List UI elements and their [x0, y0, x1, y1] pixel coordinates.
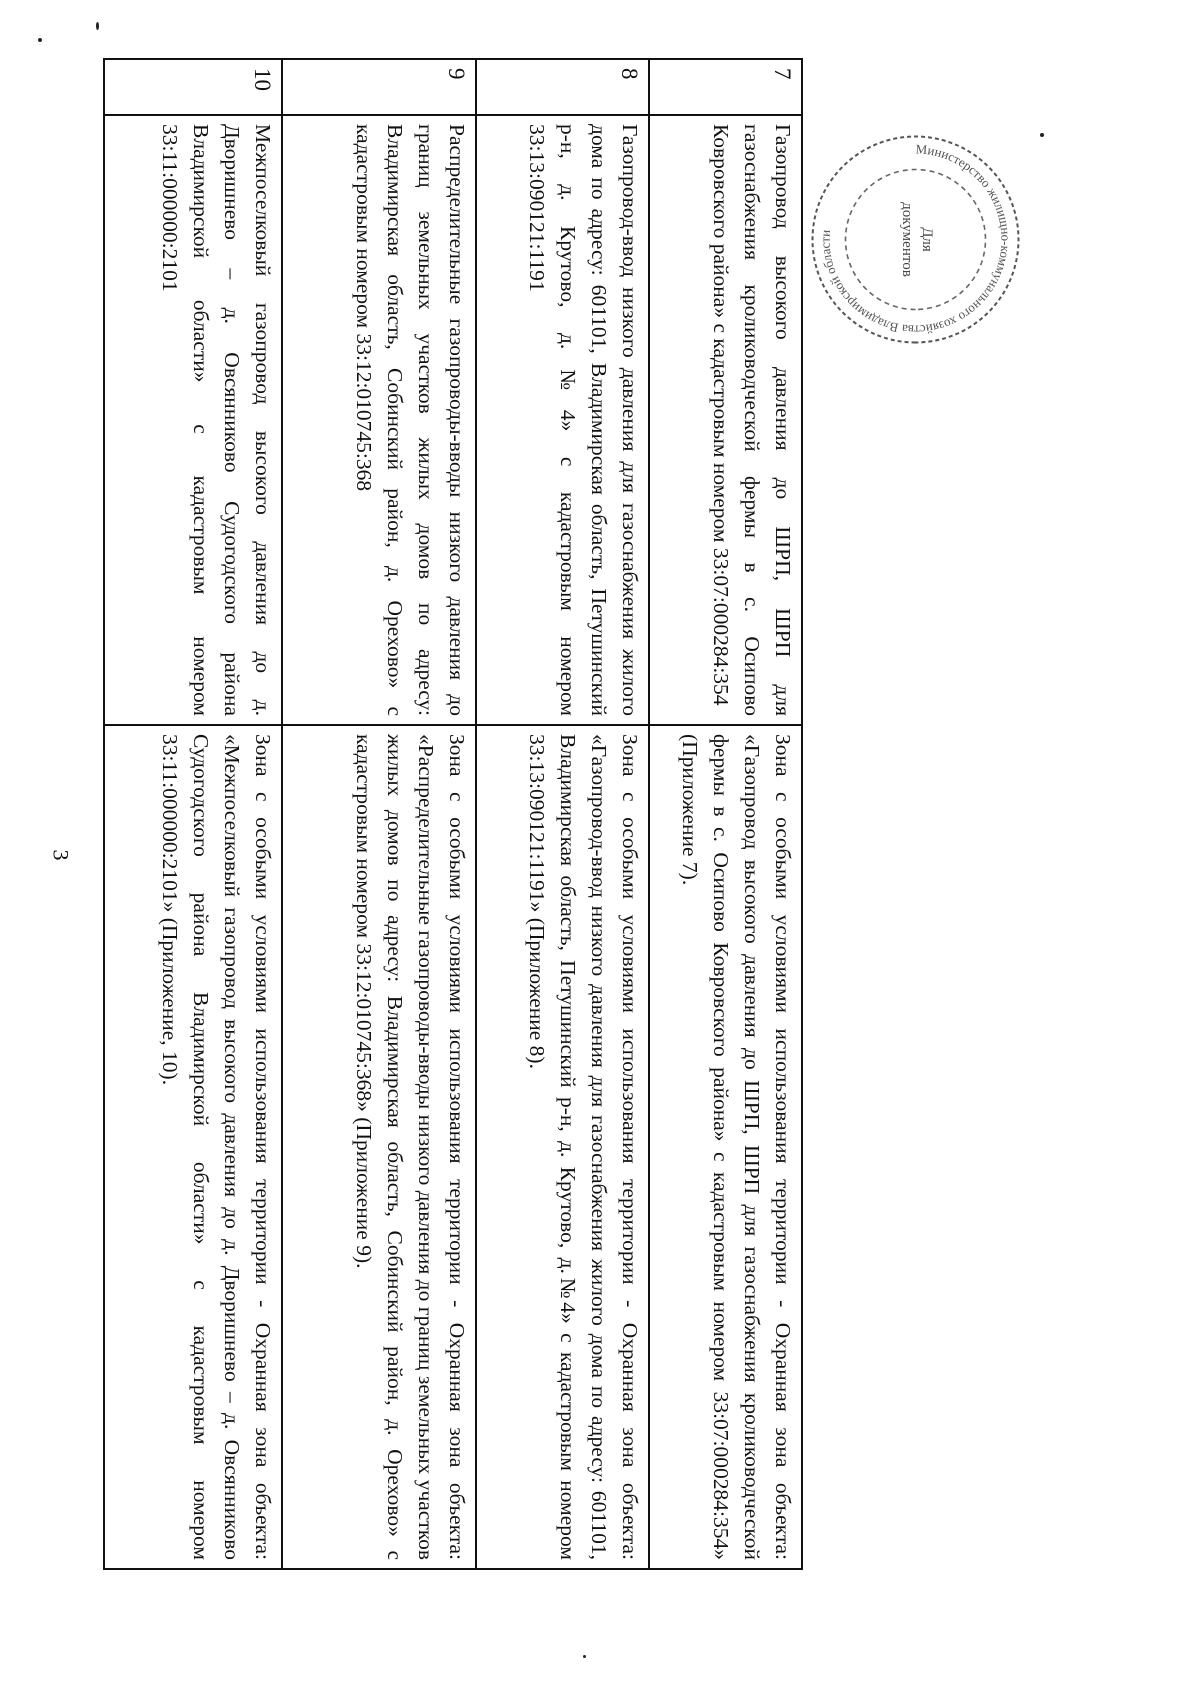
scan-speck: [38, 38, 42, 42]
row-number: 7: [649, 59, 802, 115]
scan-speck: [583, 1655, 586, 1658]
stamp-ring-text: Министерство жилищно-коммунального хозяйства Владимирской области: [817, 141, 1014, 338]
register-table: [103, 58, 803, 1570]
page-number: 3: [48, 849, 74, 861]
object-description: Газопровод-ввод низкого давления для газоснабжения жилого дома по адресу: 601101, Владимирская область, Петушинский р-н, д. Крутово, д.№4» с кадастровым номером 33:13:090121:1191: [476, 115, 649, 725]
table-row: [476, 59, 649, 1569]
stamp-graphic: [813, 137, 1019, 343]
zone-description: Зона с особыми условиями использования территории - Охранная зона объекта: «Газопровод-ввод низкого давления для газоснабжения жилого дома по адресу: 601101, Владимирская область, Петушинский р-н, д. Крутово, д.№4» с кадастровым номером 33:13:090121:1191» (Приложение 8).: [476, 725, 649, 1569]
scan-speck: [1040, 133, 1044, 137]
object-description: Межпоселковый газопровод высокого давления до д. Дворишнево – д. Овсянниково Судогодского района Владимирской области» с кадастровым номером 33:11:000000:2101: [104, 115, 282, 725]
stamp-center-text: Для: [919, 227, 935, 252]
zone-description: Зона с особыми условиями использования территории - Охранная зона объекта: «Распределительные газопроводы-вводы низкого давления до границ земельных участков жилых домов по адресу: Владимирская область, Собинский район, д. Орехово» с кадастровым номером 33:12:010745:368» (Приложение 9).: [282, 725, 476, 1569]
object-description: Распределительные газопроводы-вводы низкого давления до границ земельных участков жилых домов по адресу: Владимирская область, Собинский район, д. Орехово» с кадастровым номером 33:12:010745:368: [282, 115, 476, 725]
zone-description: Зона с особыми условиями использования территории - Охранная зона объекта: «Газопровод высокого давления до ШРП, ШРП для газоснабжения кролиководческой фермы в с. Осипово Ковровского района» с кадастровым номером 33:07:000284:354» (Приложение 7).: [649, 725, 802, 1569]
row-number: 9: [282, 59, 476, 115]
scan-speck: [96, 22, 99, 30]
object-description: Газопровод высокого давления до ШРП, ШРП для газоснабжения кролиководческой фермы в с. Осипово Ковровского района» с кадастровым номером 33:07:000284:354: [649, 115, 802, 725]
official-stamp: [808, 132, 1023, 347]
row-number: 8: [476, 59, 649, 115]
table-row: [282, 59, 476, 1569]
row-number: 10: [104, 59, 282, 115]
table-row: [104, 59, 282, 1569]
stamp-center-text: документов: [899, 202, 915, 277]
register-table-wrapper: [105, 58, 803, 1570]
table-row: [649, 59, 802, 1569]
zone-description: Зона с особыми условиями использования территории - Охранная зона объекта: «Межпоселковый газопровод высокого давления до д. Дворишнево – д. Овсянниково Судогодского района Владимирской области» с кадастровым номером 33:11:000000:2101» (Приложение, 10).: [104, 725, 282, 1569]
